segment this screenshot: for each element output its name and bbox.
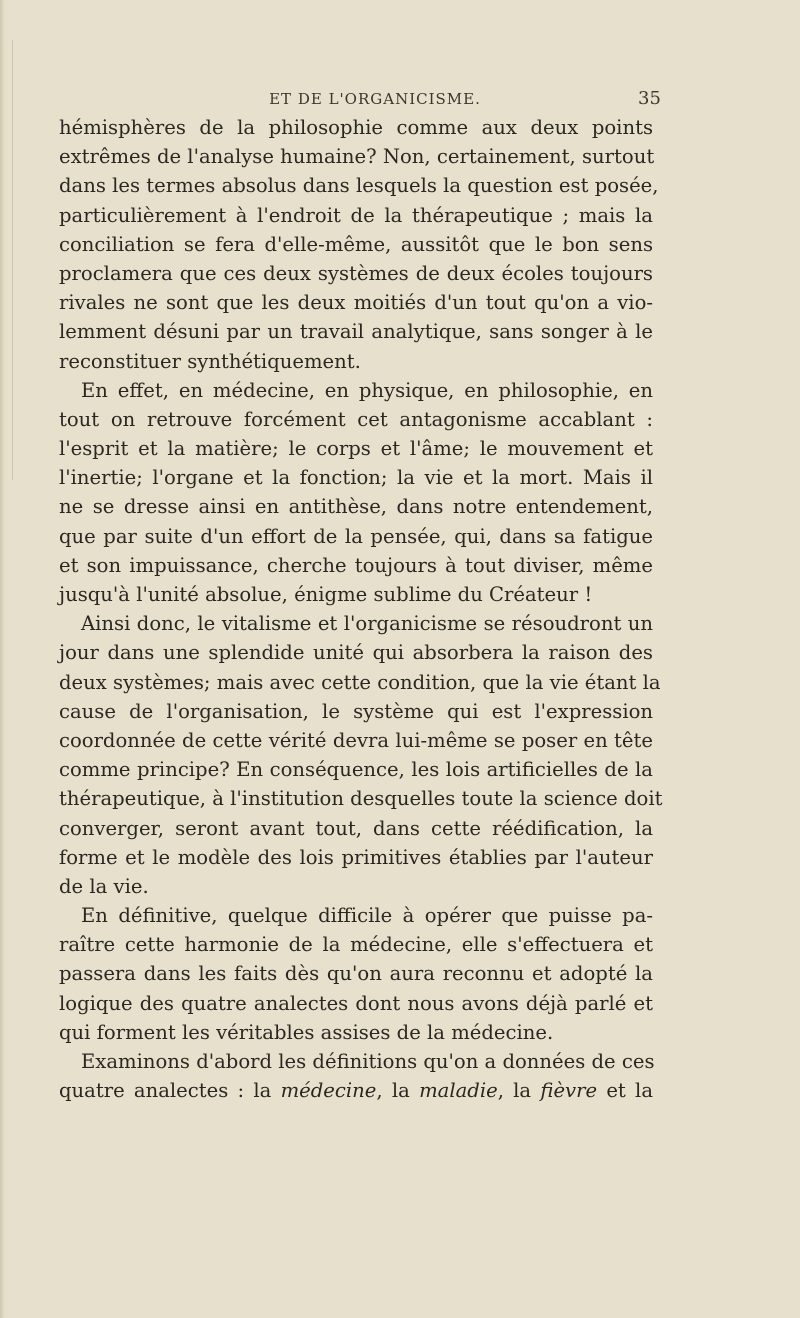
text-line: que par suite d'un effort de la pensée, qui, dans sa fatigue xyxy=(59,524,653,548)
paragraph-start-line: Examinons d'abord les définitions qu'on a données de ces xyxy=(81,1050,655,1073)
text-line: hémisphères de la philosophie comme aux deux points xyxy=(59,116,653,139)
text-line: converger, seront avant tout, dans cette réédification, la xyxy=(59,816,653,840)
paragraph-end-line: de la vie. xyxy=(59,874,149,898)
text-line: tout on retrouve forcément cet antagonisme accablant : xyxy=(59,407,653,431)
text-line: passera dans les faits dès qu'on aura reconnu et adopté la xyxy=(59,962,653,986)
text-line: proclamera que ces deux systèmes de deux écoles toujours xyxy=(59,261,653,285)
text-line xyxy=(59,1076,653,1105)
text-line: conciliation se fera d'elle-même, aussitôt que le bon sens xyxy=(59,232,653,256)
text-line: dans les termes absolus dans lesquels la question est posée, xyxy=(59,174,659,198)
text-line: l'esprit et la matière; le corps et l'âme; le mouvement et xyxy=(59,437,653,461)
text-line: lemment désuni par un travail analytique, sans songer à le xyxy=(59,320,653,344)
text-line: cause de l'organisation, le système qui est l'expression xyxy=(59,699,653,723)
text-line: thérapeutique, à l'institution desquelles toute la science doit xyxy=(59,787,663,811)
line-text: quatre analectes : la xyxy=(59,1079,281,1103)
page-edge xyxy=(0,0,5,1318)
text-line: deux systèmes; mais avec cette condition, que la vie étant la xyxy=(59,670,661,694)
text-line: raître cette harmonie de la médecine, elle s'effectuera et xyxy=(59,933,653,957)
text-line: et son impuissance, cherche toujours à tout diviser, même xyxy=(59,553,653,577)
running-head: ET DE L'ORGANICISME. xyxy=(269,90,481,108)
text-line: forme et le modèle des lois primitives établies par l'auteur xyxy=(59,845,653,869)
page-number: 35 xyxy=(638,88,661,109)
line-text: et la xyxy=(597,1079,653,1103)
page-text xyxy=(59,113,663,1105)
paragraph-start-line: Ainsi donc, le vitalisme et l'organicisme se résoudront un xyxy=(81,612,653,636)
italic-term-maladie: maladie xyxy=(419,1079,498,1103)
text-line: coordonnée de cette vérité devra lui-même se poser en tête xyxy=(59,728,653,752)
text-line: logique des quatre analectes dont nous avons déjà parlé et xyxy=(59,991,653,1015)
italic-term-fievre: fièvre xyxy=(540,1079,598,1103)
text-line: comme principe? En conséquence, les lois artificielles de la xyxy=(59,758,653,782)
line-text: , la xyxy=(376,1079,420,1103)
paragraph-end-line: reconstituer synthétiquement. xyxy=(59,349,361,373)
paragraph-start-line: En effet, en médecine, en physique, en philosophie, en xyxy=(81,378,653,402)
paragraph-end-line: jusqu'à l'unité absolue, énigme sublime du Créateur ! xyxy=(59,583,593,606)
italic-term-medecine: médecine xyxy=(280,1079,377,1103)
text-line: rivales ne sont que les deux moitiés d'un tout qu'on a vio- xyxy=(59,291,653,315)
paragraph-start-line: En définitive, quelque difficile à opérer que puisse pa- xyxy=(81,904,653,928)
text-line: l'inertie; l'organe et la fonction; la vie et la mort. Mais il xyxy=(59,466,653,490)
line-text: , la xyxy=(497,1079,541,1103)
paragraph-end-line: qui forment les véritables assises de la médecine. xyxy=(59,1020,554,1044)
text-line: jour dans une splendide unité qui absorbera la raison des xyxy=(59,641,653,665)
text-line: extrêmes de l'analyse humaine? Non, certainement, surtout xyxy=(59,145,655,169)
text-line: particulièrement à l'endroit de la thérapeutique ; mais la xyxy=(59,203,653,227)
text-line: ne se dresse ainsi en antithèse, dans notre entendement, xyxy=(59,495,653,519)
